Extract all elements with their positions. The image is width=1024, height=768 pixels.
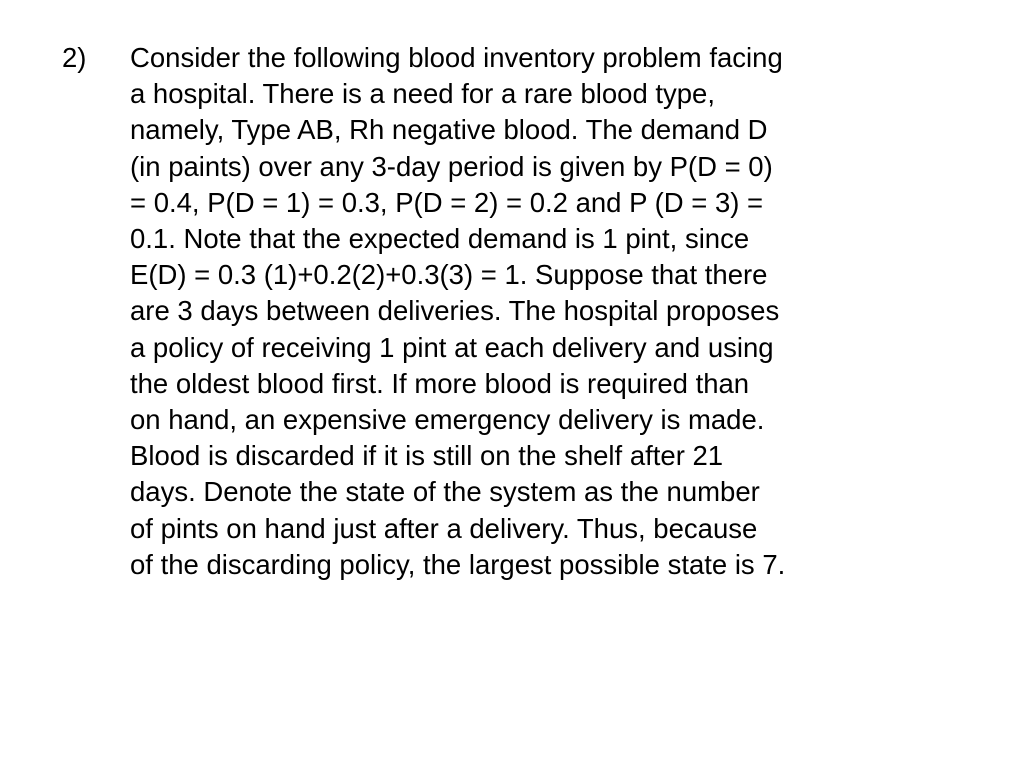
problem-line: 0.1. Note that the expected demand is 1 pint, since bbox=[130, 223, 750, 255]
problem-line: Consider the following blood inventory problem facing bbox=[130, 42, 783, 73]
problem-line: of pints on hand just after a delivery. Thus, because bbox=[130, 512, 758, 544]
problem-line: = 0.4, P(D = 1) = 0.3, P(D = 2) = 0.2 and P (D = 3) = bbox=[130, 186, 764, 218]
problem-line: the oldest blood first. If more blood is required than bbox=[130, 367, 750, 399]
problem-line: on hand, an expensive emergency delivery is made. bbox=[130, 404, 765, 436]
problem-line: days. Denote the state of the system as the number bbox=[130, 476, 760, 508]
problem-line: a hospital. There is a need for a rare blood type, bbox=[130, 78, 715, 110]
problem-text bbox=[130, 40, 960, 583]
problem-line: of the discarding policy, the largest possible state is 7. bbox=[130, 548, 786, 580]
problem-line: a policy of receiving 1 pint at each delivery and using bbox=[130, 331, 774, 363]
problem-line: namely, Type AB, Rh negative blood. The demand D bbox=[130, 114, 768, 146]
problem-line: (in paints) over any 3-day period is given by P(D = 0) bbox=[130, 150, 773, 182]
problem-line: Blood is discarded if it is still on the shelf after 21 bbox=[130, 440, 724, 472]
problem-line: E(D) = 0.3 (1)+0.2(2)+0.3(3) = 1. Suppose that there bbox=[130, 259, 768, 291]
problem-line: are 3 days between deliveries. The hospital proposes bbox=[130, 295, 780, 327]
problem-number: 2) bbox=[62, 42, 87, 73]
